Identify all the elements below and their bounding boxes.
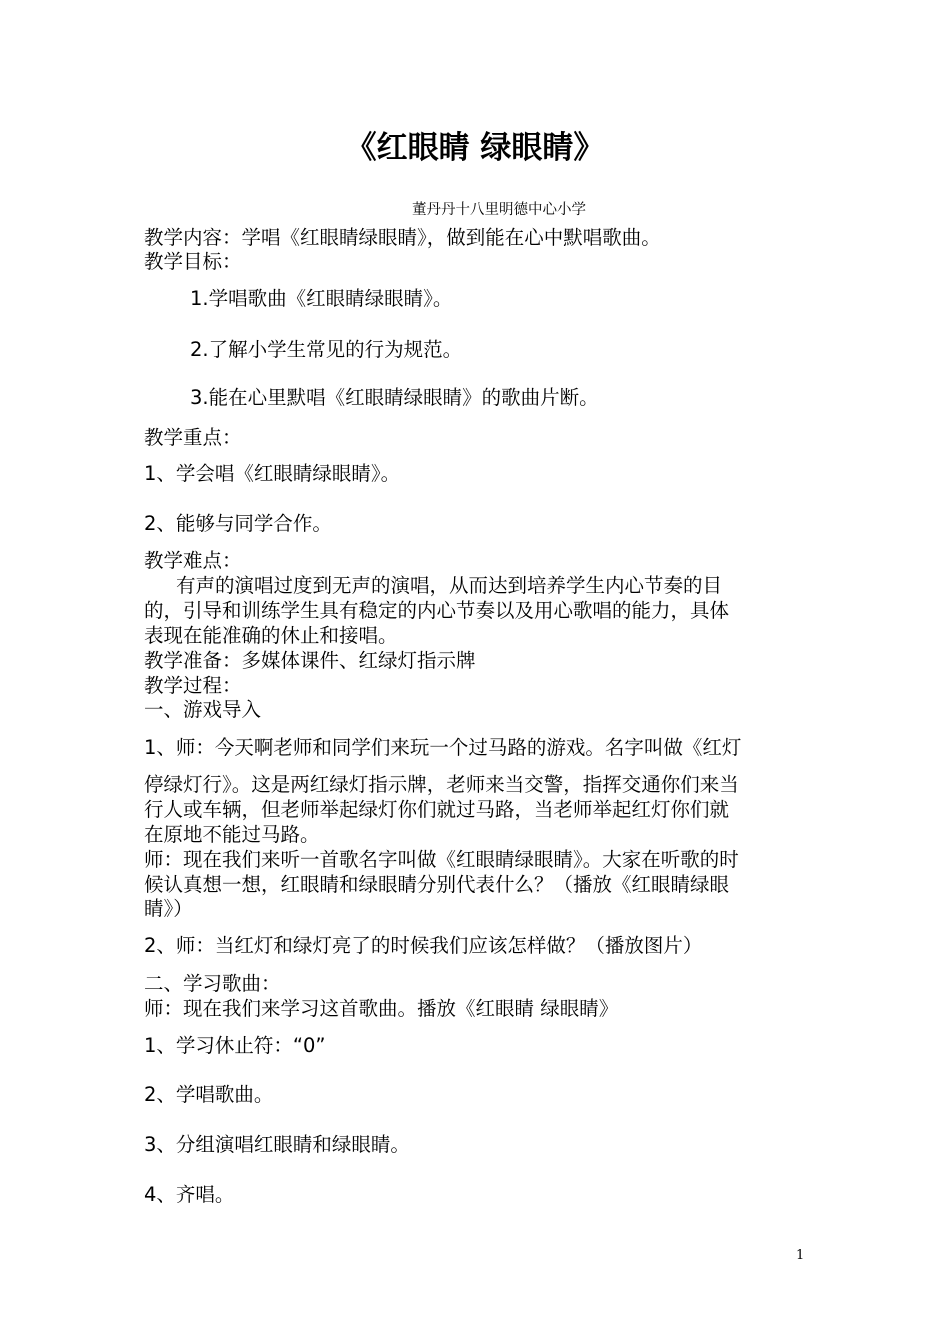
key-points-heading: 教学重点： xyxy=(144,426,242,449)
page-number: 1 xyxy=(796,1248,805,1263)
teaching-content-line: 教学内容：学唱《红眼睛绿眼睛》，做到能在心中默唱歌曲。 xyxy=(144,226,661,249)
step-item-4: 4、齐唱。 xyxy=(144,1183,235,1206)
listen-paragraph-line-2: 候认真想一想，红眼睛和绿眼睛分别代表什么？（播放《红眼睛绿眼 xyxy=(144,873,730,896)
difficulties-paragraph-line-2: 的，引导和训练学生具有稳定的内心节奏以及用心歌唱的能力，具体 xyxy=(144,599,730,622)
game-paragraph-line-1: 1、师：今天啊老师和同学们来玩一个过马路的游戏。名字叫做《红灯 xyxy=(144,736,742,759)
key-point-item-2: 2、能够与同学合作。 xyxy=(144,512,332,535)
difficulties-paragraph-line-3: 表现在能准确的休止和接唱。 xyxy=(144,624,398,647)
section-1-heading: 一、游戏导入 xyxy=(144,698,262,721)
document-title: 《红眼睛 绿眼睛》 xyxy=(345,130,605,166)
difficulties-paragraph-line-1: 有声的演唱过度到无声的演唱，从而达到培养学生内心节奏的目 xyxy=(176,574,723,597)
teaching-goals-heading: 教学目标： xyxy=(144,250,242,273)
key-point-item-1: 1、学会唱《红眼睛绿眼睛》。 xyxy=(144,462,401,485)
author-line: 董丹丹十八里明德中心小学 xyxy=(412,202,586,218)
step-item-3: 3、分组演唱红眼睛和绿眼睛。 xyxy=(144,1133,410,1156)
difficulties-heading: 教学难点： xyxy=(144,549,242,572)
step-item-2: 2、学唱歌曲。 xyxy=(144,1083,274,1106)
game-paragraph-line-2: 停绿灯行》。这是两红绿灯指示牌，老师来当交警，指挥交通你们来当 xyxy=(144,773,739,796)
listen-paragraph-line-1: 师：现在我们来听一首歌名字叫做《红眼睛绿眼睛》。大家在听歌的时 xyxy=(144,848,739,871)
goal-item-3: 3.能在心里默唱《红眼睛绿眼睛》的歌曲片断。 xyxy=(190,386,599,409)
section-2-heading: 二、学习歌曲： xyxy=(144,972,281,995)
learn-song-line: 师：现在我们来学习这首歌曲。播放《红眼睛 绿眼睛》 xyxy=(144,997,619,1020)
question-line: 2、师：当红灯和绿灯亮了的时候我们应该怎样做？（播放图片） xyxy=(144,934,703,957)
game-paragraph-line-4: 在原地不能过马路。 xyxy=(144,823,320,846)
listen-paragraph-line-3: 睛》） xyxy=(144,897,193,920)
goal-item-2: 2.了解小学生常见的行为规范。 xyxy=(190,338,463,361)
step-item-1: 1、学习休止符：“0” xyxy=(144,1034,326,1057)
preparation-line: 教学准备：多媒体课件、红绿灯指示牌 xyxy=(144,649,476,672)
goal-item-1: 1.学唱歌曲《红眼睛绿眼睛》。 xyxy=(190,287,453,310)
game-paragraph-line-3: 行人或车辆，但老师举起绿灯你们就过马路，当老师举起红灯你们就 xyxy=(144,798,730,821)
process-heading: 教学过程： xyxy=(144,674,242,697)
